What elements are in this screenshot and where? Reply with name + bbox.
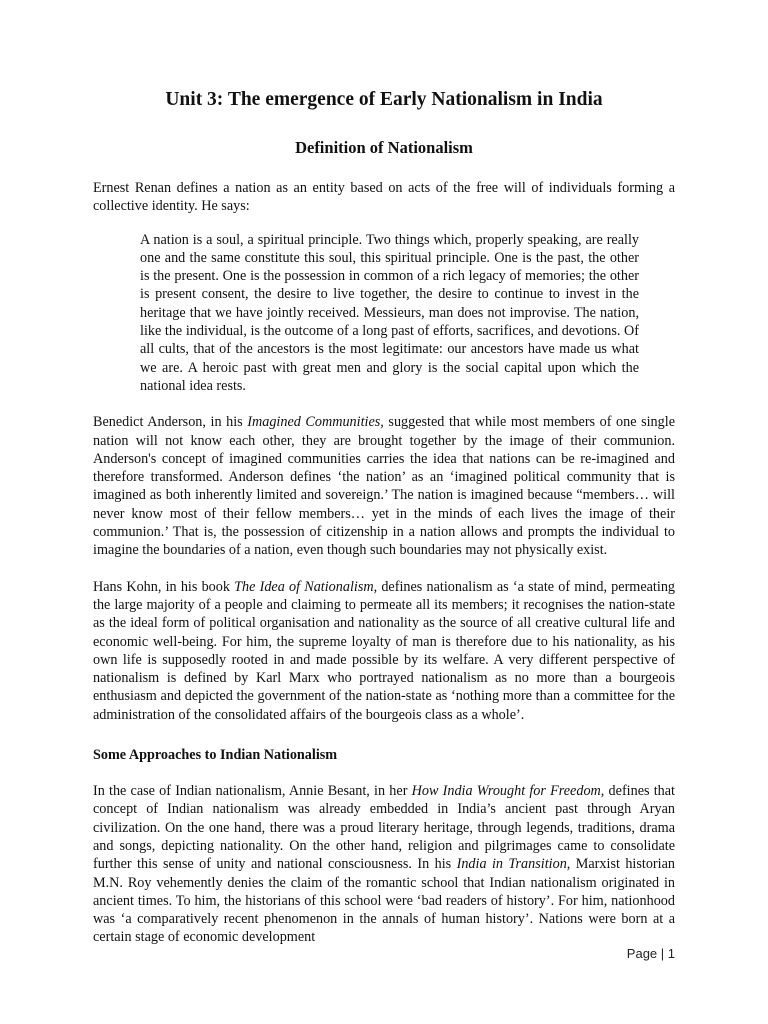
anderson-paragraph [93,413,675,559]
anderson-book-title: Imagined Communities, [247,414,384,431]
section-title-definition: Definition of Nationalism [295,138,473,157]
anderson-text-1: Benedict Anderson, in his [93,414,248,431]
page-content [93,86,675,947]
besant-text-2: defines that concept of Indian nationalism was already embedded in India’s ancient past through Aryan civilization. On the one hand, there was a proud literary heritage, through legends, traditions, drama and songs, depicting nationality. On the other hand, religion and pilgrimages came to consolidate further this sense of unity and national consciousness. In his [93,783,675,873]
kohn-paragraph [93,578,675,724]
roy-book-title: India in Transition [456,856,567,873]
besant-text-3: , Marxist historian M.N. Roy vehemently denies the claim of the romantic school that Indian nationalism originated in ancient times. To him, the historians of this school were ‘bad readers of history’. For him, nationhood was ‘a comparatively recent phenomenon in the annals of human history’. Nations were born at a certain stage of economic development [93,856,675,946]
page-number: Page | 1 [626,946,675,961]
intro-paragraph: Ernest Renan defines a nation as an entity based on acts of the free will of individuals forming a collective identity. He says: [93,180,675,215]
renan-quote: A nation is a soul, a spiritual principle. Two things which, properly speaking, are really one and the same constitute this soul, this spiritual principle. One is the past, the other is the present. One is the possession in common of a rich legacy of memories; the other is present consent, the desire to live together, the desire to continue to invest in the heritage that we have jointly received. Messieurs, man does not improvise. The nation, like the individual, is the outcome of a long past of efforts, sacrifices, and devotions. Of all cults, that of the ancestors is the most legitimate: our ancestors have made us what we are. A heroic past with great men and glory is the social capital upon which the national idea rests. [140,231,639,394]
anderson-text-2: suggested that while most members of one single nation will not know each other, they are brought together by the image of their communion. Anderson's concept of imagined communities carries the idea that nations can be re-imagined and therefore transformed. Anderson defines ‘the nation’ as an ‘imagined political community that is imagined as both inherently limited and sovereign.’ The nation is imagined because “members… will never know most of their fellow members… yet in the minds of each lives the image of their communion.’ That is, the possession of citizenship in a nation allows and prompts the individual to imagine the boundaries of a nation, even though such boundaries may not physically exist. [93,414,675,559]
document-title: Unit 3: The emergence of Early Nationalism in India [165,89,603,110]
besant-paragraph [93,782,675,947]
besant-text-1: In the case of Indian nationalism, Annie Besant, in her [93,783,412,800]
besant-book-title: How India Wrought for Freedom, [411,783,605,800]
section-heading-approaches: Some Approaches to Indian Nationalism [93,747,338,764]
kohn-book-title: The Idea of Nationalism, [234,578,378,595]
kohn-text-2: defines nationalism as ‘a state of mind, permeating the large majority of a people and claiming to permeate all its members; it recognises the nation-state as the ideal form of political organisation and nationality as the source of all creative cultural life and economic well-being. For him, the supreme loyalty of man is therefore due to his nationality, as his own life is supposedly rooted in and made possible by its welfare. A very different perspective of nationalism is defined by Karl Marx who portrayed nationalism as no more than a bourgeois enthusiasm and depicted the government of the nation-state as ‘nothing more than a committee for the administration of the consolidated affairs of the bourgeois class as a whole’. [93,578,676,723]
kohn-text-1: Hans Kohn, in his book [93,578,235,595]
